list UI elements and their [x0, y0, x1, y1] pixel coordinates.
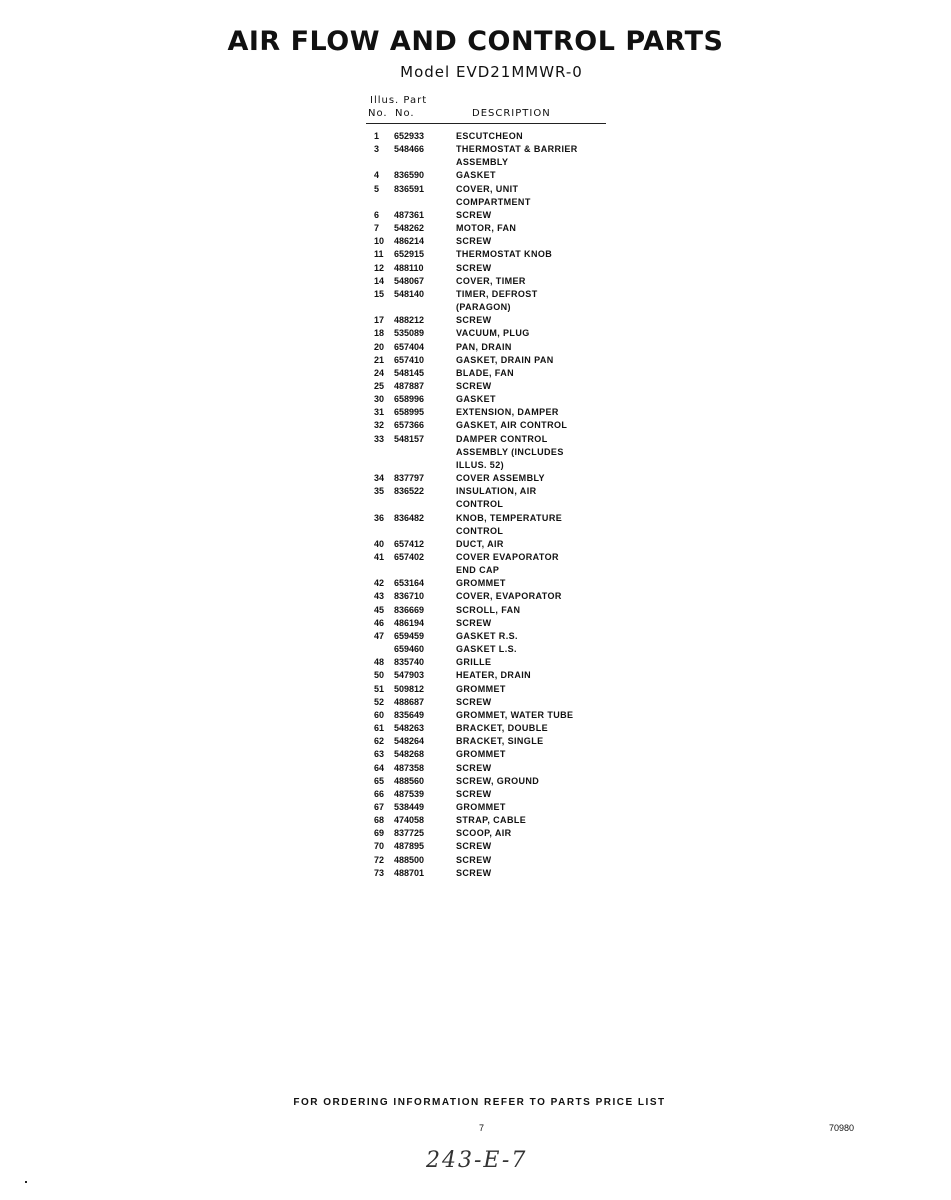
illus-number: 36 [374, 512, 385, 523]
table-row [366, 406, 606, 419]
handwritten-note: 243-E-7 [426, 1148, 528, 1173]
part-description [456, 814, 606, 827]
description-line: THERMOSTAT & BARRIER [456, 144, 578, 155]
illus-number: 12 [374, 262, 385, 273]
part-number: 487358 [394, 762, 425, 773]
part-number: 657404 [394, 341, 425, 352]
table-row [366, 748, 606, 761]
description-line: ESCUTCHEON [456, 131, 524, 141]
description-line: GASKET, AIR CONTROL [456, 420, 568, 431]
part-number: 658996 [394, 394, 425, 405]
part-number: 535089 [394, 328, 425, 339]
description-line: SCROLL, FAN [456, 604, 521, 615]
table-row [366, 656, 606, 669]
part-number: 548262 [394, 223, 425, 234]
part-number: 652933 [394, 131, 425, 141]
description-line: GROMMET [456, 801, 506, 812]
part-number: 836591 [394, 183, 425, 194]
table-row [366, 209, 606, 222]
table-row [366, 512, 606, 538]
illus-number: 65 [374, 775, 385, 786]
description-line: ASSEMBLY [456, 157, 509, 168]
table-row [366, 367, 606, 380]
illus-number: 47 [374, 630, 385, 641]
description-line: PAN, DRAIN [456, 341, 512, 352]
description-line: GASKET [456, 394, 496, 405]
part-description [456, 367, 606, 380]
description-line: SCREW, GROUND [456, 775, 540, 786]
table-row [366, 143, 606, 169]
description-line: THERMOSTAT KNOB [456, 249, 553, 260]
table-row [366, 617, 606, 630]
table-row [366, 630, 606, 643]
table-row [366, 222, 606, 235]
part-description [456, 722, 606, 735]
part-description [456, 183, 606, 209]
table-row [366, 235, 606, 248]
part-description [456, 419, 606, 432]
part-number: 487895 [394, 841, 425, 852]
table-row [366, 722, 606, 735]
description-line: BRACKET, SINGLE [456, 736, 544, 747]
part-description [456, 590, 606, 603]
part-number: 488701 [394, 867, 425, 878]
part-description [456, 669, 606, 682]
description-line: GASKET R.S. [456, 630, 518, 641]
table-row [366, 604, 606, 617]
part-description [456, 169, 606, 182]
table-row [366, 262, 606, 275]
description-line: COVER, UNIT [456, 183, 519, 194]
part-number: 474058 [394, 815, 425, 826]
header-illus-no: No. [368, 108, 388, 119]
illus-number: 5 [374, 183, 380, 194]
illus-number: 15 [374, 288, 385, 299]
description-line: SCREW [456, 867, 492, 878]
scan-speck [25, 1181, 27, 1183]
illus-number: 69 [374, 828, 385, 839]
illus-number: 10 [374, 236, 385, 247]
part-number: 488500 [394, 854, 425, 865]
illus-number: 1 [374, 131, 380, 141]
description-line: COVER, TIMER [456, 275, 526, 286]
part-description [456, 341, 606, 354]
part-description [456, 630, 606, 643]
part-description [456, 485, 606, 511]
description-line: (PARAGON) [456, 302, 511, 313]
part-number: 488110 [394, 262, 424, 273]
table-row [366, 433, 606, 472]
illus-number: 18 [374, 328, 385, 339]
illus-number: 52 [374, 696, 385, 707]
part-number: 653164 [394, 578, 425, 589]
illus-number: 33 [374, 433, 385, 444]
ordering-footer: FOR ORDERING INFORMATION REFER TO PARTS PRICE LIST [293, 1097, 666, 1108]
part-number: 652915 [394, 249, 425, 260]
description-line: CONTROL [456, 525, 504, 536]
description-line: SCREW [456, 315, 492, 326]
part-description [456, 314, 606, 327]
illus-number: 70 [374, 841, 385, 852]
part-number: 487887 [394, 380, 425, 391]
table-row [366, 380, 606, 393]
description-line: SCREW [456, 841, 492, 852]
part-number: 657366 [394, 420, 425, 431]
description-line: SCREW [456, 762, 492, 773]
table-row [366, 814, 606, 827]
part-description [456, 709, 606, 722]
part-description [456, 262, 606, 275]
table-row [366, 327, 606, 340]
part-number: 837797 [394, 473, 425, 484]
part-number: 509812 [394, 683, 425, 694]
part-description [456, 775, 606, 788]
part-number: 486214 [394, 236, 425, 247]
part-number: 835649 [394, 709, 425, 720]
part-number: 659460 [394, 644, 425, 655]
illus-number: 50 [374, 670, 385, 681]
table-row [366, 854, 606, 867]
illus-number: 24 [374, 367, 385, 378]
part-number: 487361 [394, 209, 425, 220]
part-number: 836669 [394, 604, 425, 615]
part-number: 657402 [394, 552, 425, 562]
table-row [366, 669, 606, 682]
illus-number: 48 [374, 657, 385, 668]
part-description [456, 643, 606, 656]
part-description [456, 538, 606, 551]
part-description [456, 840, 606, 853]
part-number: 548268 [394, 749, 425, 760]
part-description [456, 656, 606, 669]
part-description [456, 801, 606, 814]
table-row [366, 275, 606, 288]
part-number: 547903 [394, 670, 425, 681]
part-number: 836590 [394, 170, 425, 181]
part-number: 837725 [394, 828, 425, 839]
illus-number: 43 [374, 591, 385, 602]
table-row [366, 169, 606, 182]
part-number: 836710 [394, 591, 425, 602]
part-number: 657410 [394, 354, 425, 365]
header-description: DESCRIPTION [472, 108, 551, 119]
table-row [366, 538, 606, 551]
table-row [366, 183, 606, 209]
illus-number: 72 [374, 854, 385, 865]
description-line: EXTENSION, DAMPER [456, 407, 559, 418]
description-line: END CAP [456, 565, 500, 576]
part-description [456, 393, 606, 406]
table-row [366, 683, 606, 696]
illus-number: 20 [374, 341, 385, 352]
description-line: GASKET, DRAIN PAN [456, 354, 554, 365]
part-number: 488687 [394, 696, 425, 707]
description-line: STRAP, CABLE [456, 815, 527, 826]
table-row [366, 643, 606, 656]
illus-number: 40 [374, 538, 385, 549]
illus-number [366, 643, 390, 656]
illus-number: 3 [374, 144, 380, 155]
illus-number: 35 [374, 486, 385, 497]
table-row [366, 775, 606, 788]
description-line: SCREW [456, 854, 492, 865]
part-description [456, 406, 606, 419]
parts-table [366, 95, 606, 880]
part-description [456, 235, 606, 248]
part-number: 548067 [394, 275, 425, 286]
table-row [366, 130, 606, 143]
part-description [456, 604, 606, 617]
illus-number: 51 [374, 683, 385, 694]
description-line: HEATER, DRAIN [456, 670, 532, 681]
part-description [456, 696, 606, 709]
part-number: 658995 [394, 407, 425, 418]
illus-number: 66 [374, 788, 385, 799]
description-line: TIMER, DEFROST [456, 288, 538, 299]
description-line: KNOB, TEMPERATURE [456, 512, 563, 523]
part-description [456, 854, 606, 867]
description-line: SCREW [456, 696, 492, 707]
part-number: 548145 [394, 367, 425, 378]
description-line: GROMMET, WATER TUBE [456, 709, 574, 720]
parts-rows [366, 130, 606, 880]
page-title: AIR FLOW AND CONTROL PARTS [227, 26, 724, 57]
part-description [456, 551, 606, 577]
part-description [456, 867, 606, 880]
illus-number: 73 [374, 867, 385, 878]
part-number: 488212 [394, 315, 425, 326]
part-description [456, 577, 606, 590]
table-row [366, 762, 606, 775]
description-line: CONTROL [456, 499, 504, 510]
part-description [456, 143, 606, 169]
table-row [366, 827, 606, 840]
part-description [456, 209, 606, 222]
table-row [366, 735, 606, 748]
table-row [366, 314, 606, 327]
illus-number: 45 [374, 604, 385, 615]
table-row [366, 472, 606, 485]
document-code: 70980 [829, 1123, 855, 1133]
model-subtitle: Model EVD21MMWR-0 [400, 63, 583, 81]
table-row [366, 801, 606, 814]
part-description [456, 762, 606, 775]
part-description [456, 827, 606, 840]
part-description [456, 788, 606, 801]
description-line: COVER ASSEMBLY [456, 473, 545, 484]
table-row [366, 393, 606, 406]
description-line: COMPARTMENT [456, 196, 531, 207]
part-number: 548264 [394, 736, 425, 747]
description-line: DUCT, AIR [456, 538, 504, 549]
part-number: 659459 [394, 630, 425, 641]
header-part-no: No. [395, 108, 415, 119]
part-number: 486194 [394, 617, 425, 628]
description-line: INSULATION, AIR [456, 486, 537, 497]
description-line: COVER EVAPORATOR [456, 552, 559, 562]
page-number: 7 [479, 1123, 485, 1133]
description-line: SCREW [456, 788, 492, 799]
description-line: GASKET [456, 170, 496, 181]
table-row [366, 577, 606, 590]
table-row [366, 551, 606, 577]
part-description [456, 617, 606, 630]
illus-number: 68 [374, 815, 385, 826]
illus-number: 17 [374, 315, 385, 326]
part-description [456, 288, 606, 314]
part-number: 836482 [394, 512, 425, 523]
part-number: 548140 [394, 288, 425, 299]
illus-number: 64 [374, 762, 385, 773]
description-line: GROMMET [456, 578, 506, 589]
illus-number: 7 [374, 223, 380, 234]
part-number: 548263 [394, 723, 425, 734]
illus-number: 60 [374, 709, 385, 720]
description-line: BRACKET, DOUBLE [456, 723, 549, 734]
part-description [456, 130, 606, 143]
part-description [456, 380, 606, 393]
illus-number: 67 [374, 801, 385, 812]
table-row [366, 419, 606, 432]
description-line: MOTOR, FAN [456, 223, 517, 234]
illus-number: 30 [374, 394, 385, 405]
part-description [456, 735, 606, 748]
illus-number: 14 [374, 275, 385, 286]
description-line: GROMMET [456, 683, 506, 694]
table-row [366, 840, 606, 853]
description-line: VACUUM, PLUG [456, 328, 530, 339]
description-line: GROMMET [456, 749, 506, 760]
description-line: ASSEMBLY (INCLUDES [456, 446, 564, 457]
illus-number: 31 [374, 407, 385, 418]
part-number: 538449 [394, 801, 425, 812]
illus-number: 62 [374, 736, 385, 747]
illus-number: 42 [374, 578, 385, 589]
description-line: ILLUS. 52) [456, 459, 505, 470]
illus-number: 46 [374, 617, 385, 628]
part-description [456, 748, 606, 761]
description-line: SCOOP, AIR [456, 828, 512, 839]
description-line: GRILLE [456, 657, 492, 668]
header-row [366, 108, 606, 124]
illus-number: 6 [374, 209, 380, 220]
part-number: 835740 [394, 657, 425, 668]
description-line: SCREW [456, 236, 492, 247]
table-row [366, 696, 606, 709]
illus-number: 25 [374, 380, 385, 391]
table-row [366, 354, 606, 367]
description-line: GASKET L.S. [456, 644, 517, 655]
part-description [456, 222, 606, 235]
header-illus-part: Illus. Part [370, 95, 428, 106]
illus-number: 32 [374, 420, 385, 431]
table-row [366, 485, 606, 511]
part-number: 657412 [394, 538, 425, 549]
description-line: SCREW [456, 617, 492, 628]
illus-number: 21 [374, 354, 385, 365]
part-description [456, 512, 606, 538]
part-number: 488560 [394, 775, 425, 786]
description-line: DAMPER CONTROL [456, 433, 548, 444]
illus-number: 61 [374, 723, 385, 734]
description-line: SCREW [456, 209, 492, 220]
part-number: 548466 [394, 144, 425, 155]
table-row [366, 590, 606, 603]
description-line: COVER, EVAPORATOR [456, 591, 562, 602]
illus-number: 41 [374, 552, 385, 562]
part-description [456, 433, 606, 472]
part-description [456, 248, 606, 261]
part-description [456, 275, 606, 288]
part-description [456, 354, 606, 367]
illus-number: 11 [374, 249, 384, 260]
description-line: SCREW [456, 262, 492, 273]
part-description [456, 683, 606, 696]
part-number: 548157 [394, 433, 425, 444]
illus-number: 63 [374, 749, 385, 760]
table-row [366, 788, 606, 801]
table-row [366, 288, 606, 314]
description-line: SCREW [456, 380, 492, 391]
illus-number: 4 [374, 170, 380, 181]
table-row [366, 867, 606, 880]
table-row [366, 709, 606, 722]
table-row [366, 341, 606, 354]
illus-number: 34 [374, 473, 385, 484]
part-description [456, 327, 606, 340]
description-line: BLADE, FAN [456, 367, 514, 378]
table-row [366, 248, 606, 261]
part-number: 836522 [394, 486, 425, 497]
part-number: 487539 [394, 788, 425, 799]
part-description [456, 472, 606, 485]
